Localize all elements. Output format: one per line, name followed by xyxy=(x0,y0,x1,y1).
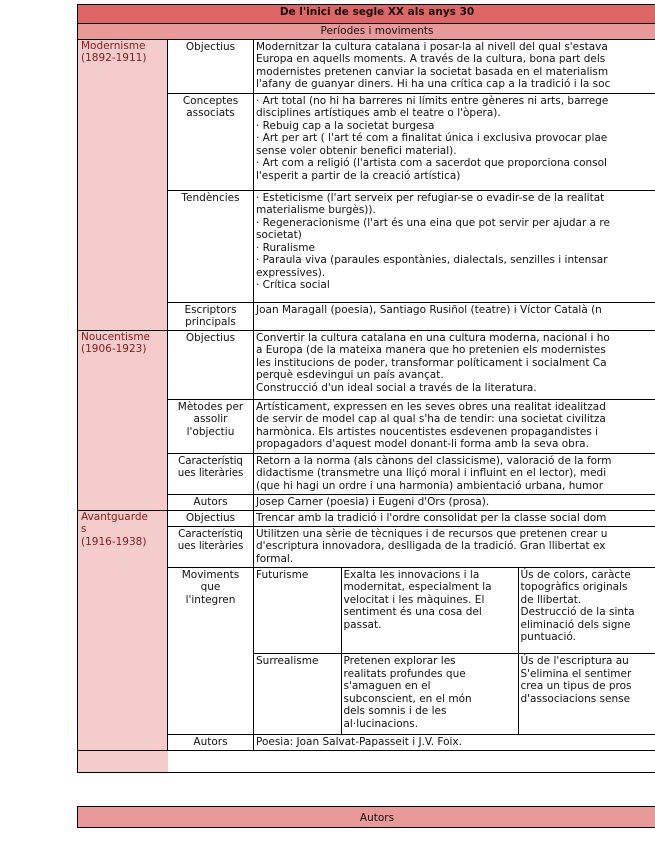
row-content: Artísticament, expressen en les seves obres una realitat idealitzad de servir de model cap al qual s'ha de tendir: una societat civilitza harmònica. Els artistes noucentistes esdevenen propagandistes i propagadors d'aquest model donant-li forma amb la seva obra. xyxy=(254,399,655,453)
movement-techniques: Ús de colors, caràcte topogràfics originals de llibertat. Destrucció de la sinta eliminació dels signe puntuació. xyxy=(518,568,655,654)
row-label: Conceptes associats xyxy=(168,93,254,190)
row-content: Retorn a la norma (als cànons del classicisme), valoració de la form didactisme (transmetre una lliçó moral i influint en el lector), medi (que hi hagi un ordre i una harmonia) ambientació urbana, humor xyxy=(254,453,655,494)
row-label: Moviments que l'integren xyxy=(168,567,254,734)
period-spacer xyxy=(78,750,168,772)
row-content: Josep Carner (poesia) i Eugeni d'Ors (prosa). xyxy=(254,494,655,510)
row-content: Joan Maragall (poesia), Santiago Rusiñol (teatre) i Víctor Català (n xyxy=(254,302,655,330)
table-title: De l'inici de segle XX als anys 30 xyxy=(78,5,655,24)
row-content: · Esteticisme (l'art serveix per refugiar-se o evadir-se de la realitat materialisme burgès)). · Regeneracionisme (l'art és una eina que pot servir per ajudar a re societat) · Ruralisme · Paraula viva (paraules espontànies, dialectals, senzilles i intensar expressives). · Crítica social xyxy=(254,190,655,302)
row-label: Escriptors principals xyxy=(168,302,254,330)
row-content: Trencar amb la tradició i l'ordre consolidat per la classe social dom xyxy=(254,510,655,526)
movement-description: Exalta les innovacions i la modernitat, especialment la velocitat i les màquines. El sentiment és una cosa del passat. xyxy=(341,568,518,654)
row-label: Autors xyxy=(168,734,254,750)
movement-name: Futurisme xyxy=(254,568,341,654)
row-label: Característiq ues literàries xyxy=(168,453,254,494)
row-label: Tendències xyxy=(168,190,254,302)
autors-header: Autors xyxy=(77,806,655,828)
table-subtitle: Períodes i moviments xyxy=(78,24,655,40)
row-content: Utilitzen una sèrie de tècniques i de recursos que pretenen crear u d'escriptura innovadora, deslligada de la tradició. Gran llibertat ex formal. xyxy=(254,526,655,567)
row-content: Convertir la cultura catalana en una cultura moderna, nacional i ho a Europa (de la mateixa manera que ho pretenien els modernistes les institucions de poder, transformar políticament i socialment Ca perquè esdevingui un país avançat. Construcció d'un ideal social a través de la literatura. xyxy=(254,330,655,399)
period-modernisme: Modernisme (1892-1911) xyxy=(78,39,168,330)
movement-description: Pretenen explorar les realitats profundes que s'amaguen en el subconscient, en el món dels somnis i de les al·lucinacions. xyxy=(341,654,518,734)
row-label: Objectius xyxy=(168,39,254,93)
row-label: Característiq ues literàries xyxy=(168,526,254,567)
movement-techniques: Ús de l'escriptura au S'elimina el sentimer crea un tipus de pros d'associacions sense xyxy=(518,654,655,734)
row-label: Mètodes per assolir l'objectiu xyxy=(168,399,254,453)
movements-cell xyxy=(254,567,655,734)
row-label: Autors xyxy=(168,494,254,510)
blank-row xyxy=(168,750,655,772)
row-content: Poesia: Joan Salvat-Papasseit i J.V. Foix. xyxy=(254,734,655,750)
movement-name: Surrealisme xyxy=(254,654,341,734)
row-label: Objectius xyxy=(168,510,254,526)
row-label: Objectius xyxy=(168,330,254,399)
row-content: · Art total (no hi ha barreres ni límits entre gèneres ni arts, barrege disciplines artístiques amb el teatre o l'òpera). · Rebuig cap a la societat burgesa · Art per art ( l'art té com a finalitat única i exclusiva provocar plae sense voler obtenir benefici material). · Art com a religió (l'artista com a sacerdot que proporciona consol l'esperit a partir de la creació artística) xyxy=(254,93,655,190)
period-avantguardes: Avantguarde s (1916-1938) xyxy=(78,510,168,750)
row-content: Modernitzar la cultura catalana i posar-la al nivell del qual s'estava Europa en aquells moments. A través de la cultura, bona part dels modernistes pretenen canviar la societat basada en el materialism l'afany de guanyar diners. Hi ha una crítica cap a la tradició i la soc xyxy=(254,39,655,93)
period-noucentisme: Noucentisme (1906-1923) xyxy=(78,330,168,510)
literature-table xyxy=(77,4,655,773)
